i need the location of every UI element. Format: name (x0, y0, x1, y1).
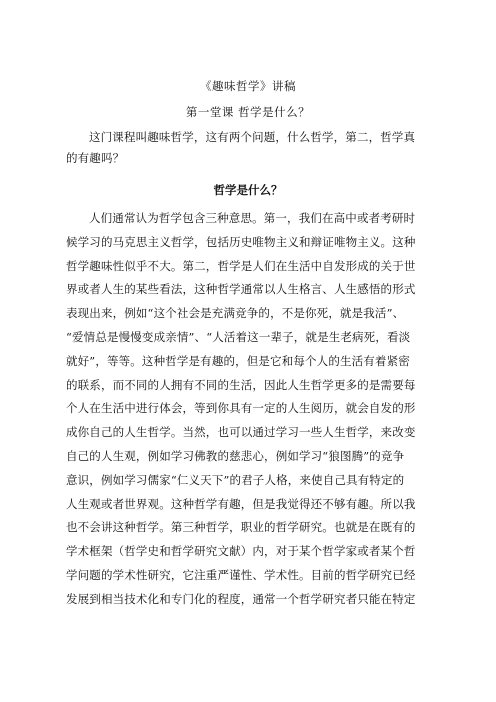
body-line: 人们通常认为哲学包含三种意思。第一，我们在高中或者考研时 (89, 211, 416, 225)
body-line: 哲学趣味性似乎不大。第二，哲学是人们在生活中自发形成的关于世 (66, 258, 416, 273)
body-line: 成你自己的人生哲学。当然，也可以通过学习一些人生哲学，来改变 (66, 425, 416, 440)
body-line: “爱情总是慢慢变成亲情”、“人活着这一辈子，就是生老病死，看淡 (66, 329, 411, 344)
body-paragraph (66, 207, 434, 612)
body-line: 人生观或者世界观。这种哲学有趣，但是我觉得还不够有趣。所以我 (66, 496, 416, 511)
body-line: 也不会讲这种哲学。第三种哲学，职业的哲学研究。也就是在既有的 (66, 520, 416, 535)
body-line: 候学习的马克思主义哲学，包括历史唯物主义和辩证唯物主义。这种 (66, 234, 416, 249)
body-line: 自己的人生观，例如学习佛教的慈悲心，例如学习“狼图腾”的竞争 (66, 448, 405, 463)
intro-paragraph (66, 127, 434, 169)
intro-line: 这门课程叫趣味哲学，这有两个问题，什么哲学，第二，哲学真 (89, 130, 416, 144)
body-line: 的联系，而不同的人拥有不同的生活，因此人生哲学更多的是需要每 (66, 377, 416, 392)
body-line: 学问题的学术性研究，它注重严谨性、学术性。目前的哲学研究已经 (66, 567, 416, 582)
lesson-subtitle: 第一堂课 哲学是什么？ (185, 105, 311, 119)
body-line: 就好”，等等。这种哲学是有趣的，但是它和每个人的生活有着紧密 (66, 353, 410, 368)
section-heading: 哲学是什么？ (213, 183, 283, 197)
body-line: 界或者人生的某些看法，这种哲学通常以人生格言、人生感悟的形式 (66, 282, 416, 297)
body-line: 表现出来，例如“这个社会是充满竞争的，不是你死，就是我活”、 (66, 306, 405, 321)
body-line: 学术框架（哲学史和哲学研究文献）内，对于某个哲学家或者某个哲 (66, 544, 416, 559)
document-title: 《趣味哲学》讲稿 (200, 79, 296, 93)
intro-line: 的有趣吗？ (66, 151, 125, 165)
body-line: 意识，例如学习儒家“仁义天下”的君子人格，来使自己具有特定的 (66, 472, 405, 487)
body-line: 发展到相当技术化和专门化的程度，通常一个哲学研究者只能在特定 (66, 591, 416, 606)
body-line: 个人在生活中进行体会，等到你具有一定的人生阅历，就会自发的形 (66, 401, 416, 416)
